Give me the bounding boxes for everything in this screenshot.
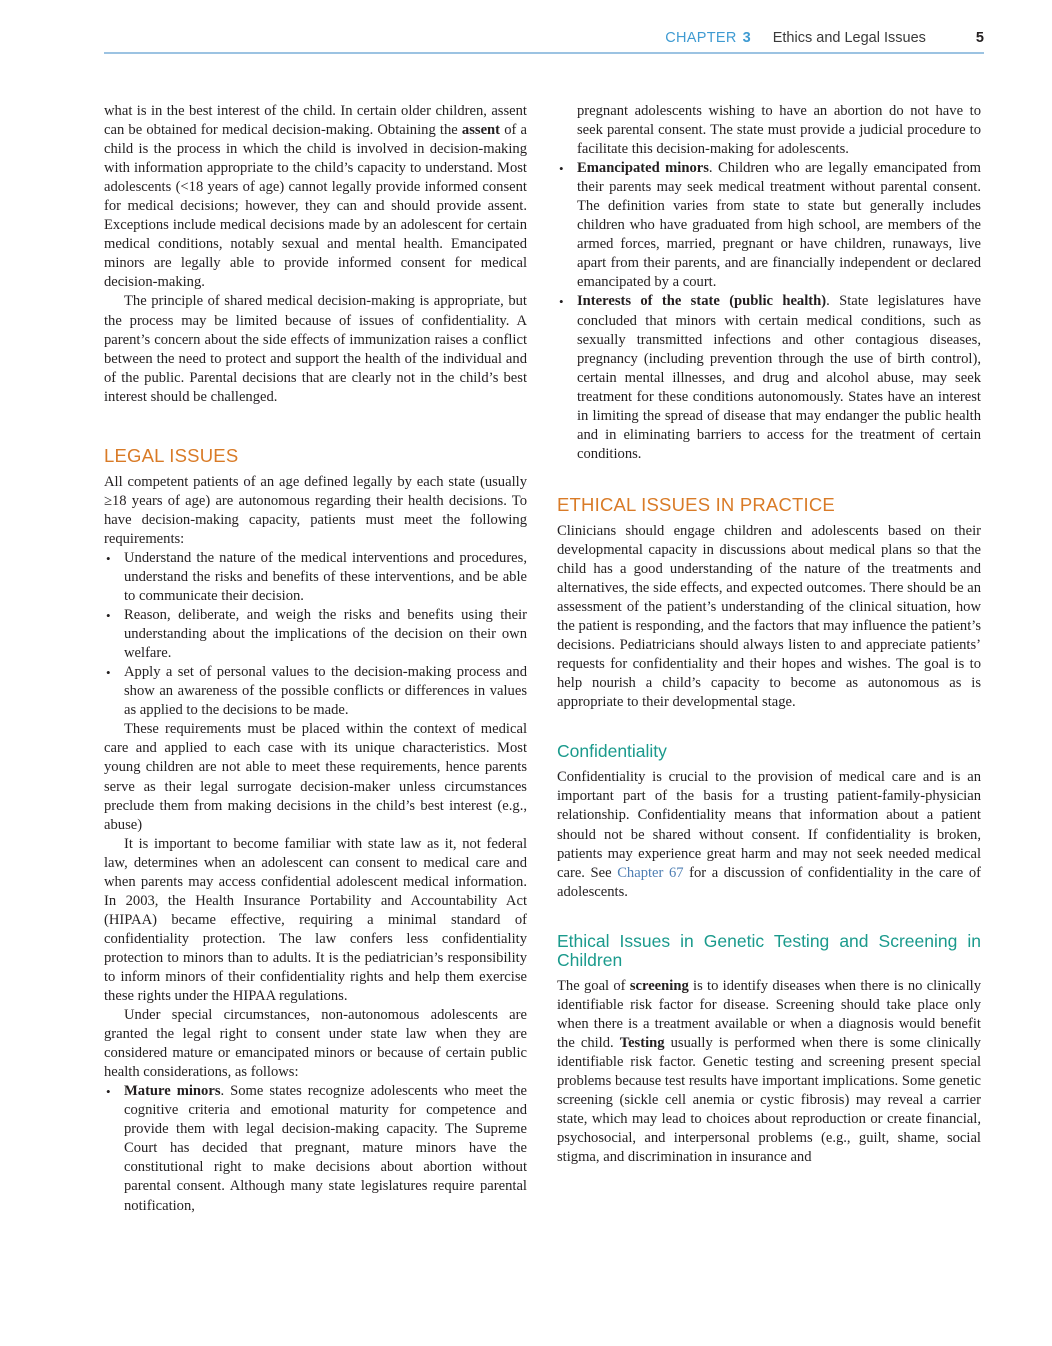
list-item: • Reason, deliberate, and weigh the risks and benefits using their understanding about the implications of the decision on their own welfare. [104,606,527,663]
chapter-word: CHAPTER [665,30,737,46]
paragraph: It is important to become familiar with state law as it, not federal law, determines when an adolescent can consent to medical care and when parents may access confidential adolescent medical information. In 2003, the Health Insurance Portability and Accountability Act (HIPAA) became effective, requiring a minimal standard of confidentiality protection. The law confers less confidentiality protection to minors than to adults. It is the pediatrician’s responsibility to inform minors of their confidentiality rights and help them exercise these rights under the HIPAA regulations. [104,835,527,1005]
confidentiality-heading: Confidentiality [557,741,667,762]
chapter-67-link[interactable]: Chapter 67 [617,864,684,881]
paragraph: The goal of screening is to identify diseases when there is no clinically identifiable risk factor for disease. Screening should take place only when there is a treatment available or when a diagnosis would benefit the child. Testing usually is performed when there is some clinically identifiable risk factor. Genetic testing and screening present special problems because test results have important implications. Some genetic screening (sickle cell anemia or cystic fibrosis) may reveal a carrier state, which may lead to choices about reproduction or create financial, psychosocial, and interpersonal problems (e.g., guilt, shame, social stigma, and discrimination in insurance and [557,977,981,1166]
left-column [104,102,527,1216]
paragraph: Clinicians should engage children and adolescents based on their developmental capacity in discussions about medical plans so that the child has a good understanding of the nature of the treatments and alternatives, the side effects, and expected outcomes. There should be an assessment of the patient’s understanding of the clinical situation, how the patient is responding, and the factors that may influence the patient’s decisions. Pediatricians should always listen to and appreciate patients’ requests for confidentiality and their hopes and wishes. The goal is to help nourish a child’s capacity to become as autonomous as is appropriate to their developmental stage. [557,522,981,711]
paragraph: what is in the best interest of the child. In certain older children, assent can be obtained for medical decision-making. Obtaining the assent of a child is the process in which the child is involved in decision-making with information appropriate to the child’s capacity to understand. Most adolescents (<18 years of age) cannot legally provide informed consent for medical decisions; however, they can and should provide assent. Exceptions include medical decisions made by an adolescent for certain medical conditions, notably sexual and mental health. Emancipated minors are legally able to provide informed consent for medical decision-making. [104,103,527,291]
chapter-number: 3 [742,30,751,46]
page-number: 5 [975,30,984,46]
requirements-list [104,549,527,720]
minors-list-continued [557,102,981,464]
assent-term: assent [461,122,501,139]
right-column [557,102,981,1167]
list-item: • Emancipated minors. Children who are legally emancipated from their parents may seek medical treatment without parental consent. The definition varies from state to state but generally includes children who have graduated from high school, are members of the armed forces, married, pregnant or have children, runaways, live apart from their parents, and are financially independent or declared emancipated by a court. [557,159,981,292]
running-header [104,30,984,54]
list-item: • Apply a set of personal values to the decision-making process and show an awareness of the possible conflicts or differences in values as applied to the decisions to be made. [104,663,527,720]
list-item: • Interests of the state (public health). State legislatures have concluded that minors with certain medical conditions, such as sexually transmitted infections and other contagious diseases, pregnancy (including prevention through the use of birth control), certain mental illnesses, and drug and alcohol abuse, may seek treatment for these conditions autonomously. States have an interest in limiting the spread of disease that may endanger the public health and in eliminating barriers to access for the treatment of certain conditions. [557,292,981,463]
paragraph: These requirements must be placed within the context of medical care and applied to each case with its unique characteristics. Most young children are not able to meet these requirements, hence parents serve as their legal surrogate decision-maker unless circumstances preclude them from making decisions in the child’s best interest (e.g., abuse) [104,721,527,833]
minors-list [104,1082,527,1215]
paragraph: Confidentiality is crucial to the provision of medical care and is an important part of the basis for a trusting patient-family-physician relationship. Confidentiality means that information about a patient should not be shared without consent. If confidentiality is broken, patients may experience great harm and may not seek needed medical care. See Chapter 67 for a discussion of confidentiality in the care of adolescents. [557,769,981,900]
genetic-testing-heading: Ethical Issues in Genetic Testing and Screening in Children [557,930,981,970]
chapter-title: Ethics and Legal Issues [772,30,926,46]
ethical-issues-heading: ETHICAL ISSUES IN PRACTICE [557,493,835,515]
header-text [665,30,984,46]
list-item-continued: pregnant adolescents wishing to have an abortion do not have to seek parental consent. The state must provide a judicial procedure to facilitate this decision-making for adolescents. [577,103,981,158]
paragraph: The principle of shared medical decision-making is appropriate, but the process may be limited because of issues of confidentiality. A parent’s concern about the side effects of immunization raises a conflict between the need to protect and support the health of the individual and of the public. Parental decisions that are clearly not in the child’s best interest should be challenged. [104,293,527,405]
list-item: • Understand the nature of the medical interventions and procedures, understand the risks and benefits of these interventions, and be able to communicate their decision. [104,549,527,606]
list-item: • Mature minors. Some states recognize adolescents who meet the cognitive criteria and emotional maturity for competence and provide them with legal decision-making capacity. The Supreme Court has decided that pregnant, mature minors have the constitutional right to make decisions about abortion without parental consent. Although many state legislatures require parental notification, [104,1082,527,1215]
paragraph: Under special circumstances, non-autonomous adolescents are granted the legal right to consent under state law when they are considered mature or emancipated minors or because of certain public health considerations, as follows: [104,1007,527,1081]
paragraph: All competent patients of an age defined legally by each state (usually ≥18 years of age) are autonomous regarding their health decisions. To have decision-making capacity, patients must meet the following requirements: [104,473,527,547]
legal-issues-heading: LEGAL ISSUES [104,444,239,466]
